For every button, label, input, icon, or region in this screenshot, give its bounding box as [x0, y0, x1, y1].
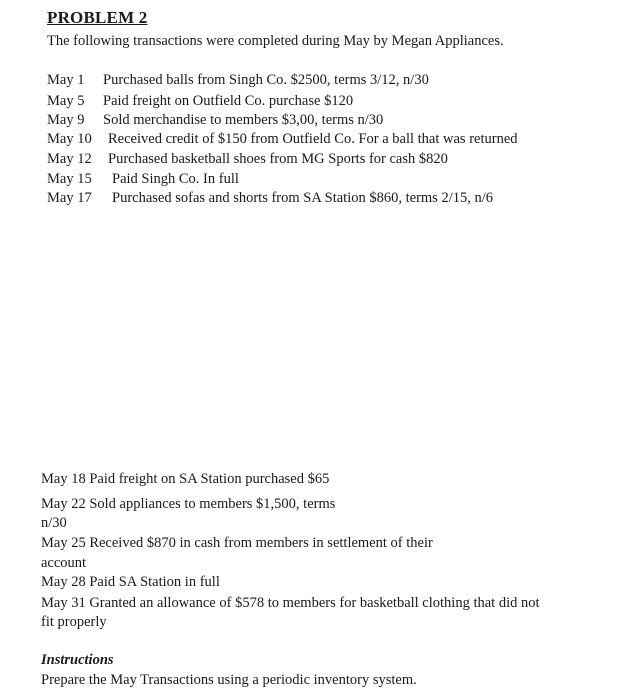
continued-line: fit properly — [41, 614, 107, 630]
transaction-date: May 17 — [47, 190, 92, 206]
transaction-description: Received credit of $150 from Outfield Co. For a ball that was returned — [108, 131, 518, 147]
transaction-description: Purchased sofas and shorts from SA Station $860, terms 2/15, n/6 — [112, 190, 494, 206]
transaction-description: Purchased basketball shoes from MG Sports for cash $820 — [108, 151, 448, 167]
problem-heading: PROBLEM 2 — [47, 8, 148, 27]
continued-line: May 18 Paid freight on SA Station purchased $65 — [41, 471, 330, 487]
continued-line: n/30 — [41, 515, 67, 531]
transaction-date: May 12 — [47, 151, 92, 167]
continued-line: May 31 Granted an allowance of $578 to members for basketball clothing that did not — [41, 595, 540, 611]
instructions-heading: Instructions — [41, 652, 114, 668]
transaction-row — [47, 92, 354, 111]
continued-line: May 22 Sold appliances to members $1,500, terms — [41, 496, 336, 512]
transaction-date: May 5 — [47, 93, 85, 109]
transaction-date: May 10 — [47, 131, 92, 147]
transaction-row — [47, 150, 448, 169]
continued-line: May 25 Received $870 in cash from members in settlement of their — [41, 535, 433, 551]
continued-line: May 28 Paid SA Station in full — [41, 574, 220, 590]
transaction-row — [47, 170, 239, 189]
transaction-date: May 1 — [47, 72, 85, 88]
transaction-date: May 9 — [47, 112, 85, 128]
transaction-row — [47, 130, 518, 149]
transaction-description: Paid Singh Co. In full — [112, 171, 239, 187]
transaction-row — [47, 111, 384, 130]
transaction-row — [47, 189, 494, 208]
instructions-text: Prepare the May Transactions using a periodic inventory system. — [41, 672, 417, 688]
transaction-row — [47, 71, 429, 90]
transaction-description: Purchased balls from Singh Co. $2500, terms 3/12, n/30 — [103, 72, 429, 88]
transaction-description: Paid freight on Outfield Co. purchase $120 — [103, 93, 354, 109]
intro-text: The following transactions were completed during May by Megan Appliances. — [47, 33, 504, 49]
transaction-description: Sold merchandise to members $3,00, terms n/30 — [103, 112, 384, 128]
continued-line: account — [41, 555, 87, 571]
transaction-date: May 15 — [47, 171, 92, 187]
